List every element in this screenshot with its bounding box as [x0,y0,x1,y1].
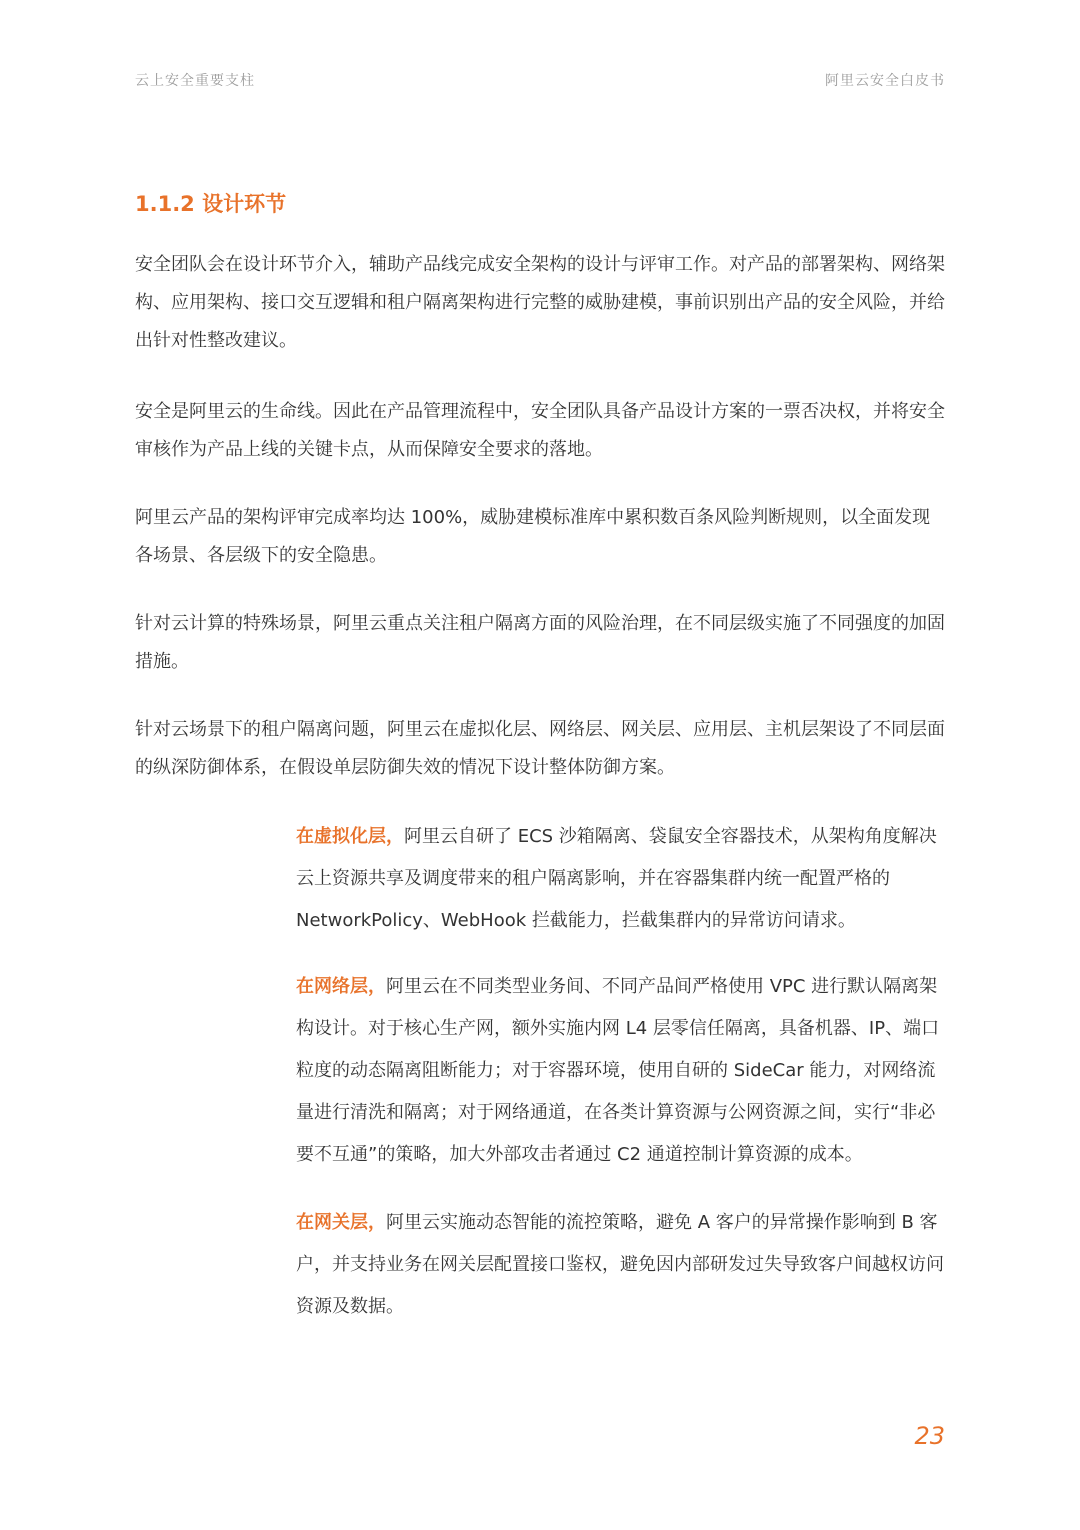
layer-virtualization [296,816,948,942]
header-right: 阿里云安全白皮书 [825,73,945,89]
layer-gateway-lead: 在网关层， [296,1212,386,1233]
layer-network-text: 阿里云在不同类型业务间、不同产品间严格使用 VPC 进行默认隔离架构设计。对于核心生产网，额外实施内网 L4 层零信任隔离，具备机器、IP、端口粒度的动态隔离阻断能力；对于容器环境，使用自研的 SideCar 能力，对网络流量进行清洗和隔离；对于网络通道，在各类计算资源与公网资源之间，实行“非必要不互通”的策略，加大外部攻击者通过 C2 通道控制计算资源的成本。 [296,976,940,1165]
section-title: 1.1.2 设计环节 [135,192,287,216]
layer-network-lead: 在网络层， [296,976,386,997]
layer-gateway-text: 阿里云实施动态智能的流控策略，避免 A 客户的异常操作影响到 B 客户，并支持业务在网关层配置接口鉴权，避免因内部研发过失导致客户间越权访问资源及数据。 [296,1212,944,1317]
layer-gateway [296,1202,948,1328]
layer-virtualization-lead: 在虚拟化层， [296,826,404,847]
paragraph-review-rate: 阿里云产品的架构评审完成率均达 100%，威胁建模标准库中累积数百条风险判断规则，以全面发现各场景、各层级下的安全隐患。 [135,507,931,566]
paragraph-threat-modeling: 安全团队会在设计环节介入，辅助产品线完成安全架构的设计与评审工作。对产品的部署架构、网络架构、应用架构、接口交互逻辑和租户隔离架构进行完整的威胁建模，事前识别出产品的安全风险，并给出针对性整改建议。 [135,254,945,351]
header-left: 云上安全重要支柱 [135,73,255,89]
paragraph-defense-in-depth: 针对云场景下的租户隔离问题，阿里云在虚拟化层、网络层、网关层、应用层、主机层架设了不同层面的纵深防御体系，在假设单层防御失效的情况下设计整体防御方案。 [135,719,945,778]
paragraph-veto: 安全是阿里云的生命线。因此在产品管理流程中，安全团队具备产品设计方案的一票否决权，并将安全审核作为产品上线的关键卡点，从而保障安全要求的落地。 [135,401,945,460]
layer-virtualization-text: 阿里云自研了 ECS 沙箱隔离、袋鼠安全容器技术，从架构角度解决云上资源共享及调度带来的租户隔离影响，并在容器集群内统一配置严格的 NetworkPolicy、WebHook 拦截能力，拦截集群内的异常访问请求。 [296,826,937,931]
paragraph-tenant-risk: 针对云计算的特殊场景，阿里云重点关注租户隔离方面的风险治理，在不同层级实施了不同强度的加固措施。 [135,613,945,672]
page-number: 23 [914,1422,945,1450]
layer-network [296,966,948,1176]
